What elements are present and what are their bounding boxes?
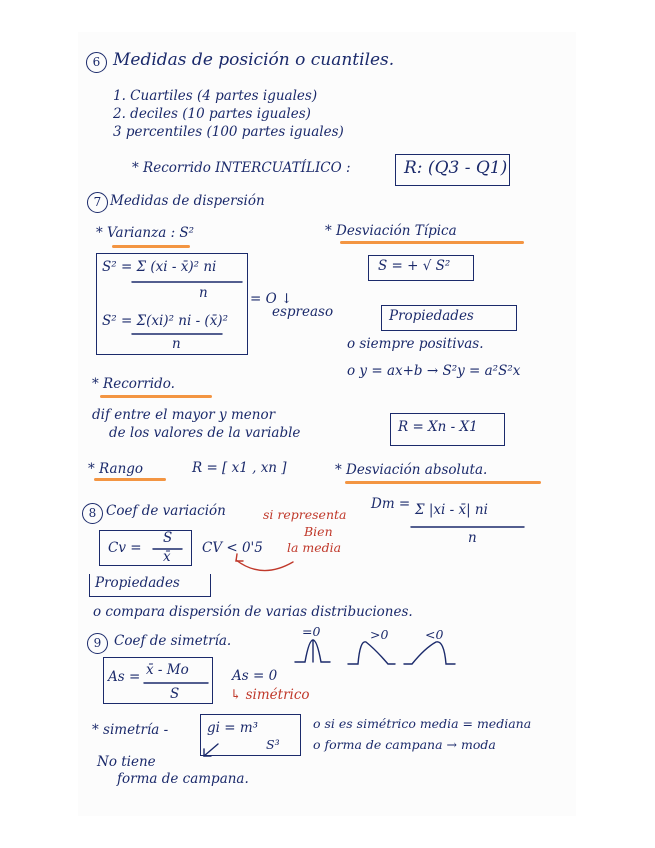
section-6-title: Medidas de posición o cuantiles. — [113, 50, 395, 70]
symmetry-heading: * simetría - — [92, 722, 169, 738]
cv-denominator: x̄ — [163, 549, 171, 565]
variance-formula-2: S² = Σ(xi)² ni - (x̄)² — [102, 313, 228, 329]
section-7-title: Medidas de dispersión — [110, 193, 265, 209]
variance-formula-1-denominator: n — [199, 285, 208, 301]
as-symmetric-note: ↳ simétrico — [230, 687, 310, 703]
range-formula: R = Xn - X1 — [398, 419, 478, 435]
as-formula: As = — [108, 669, 141, 685]
variance-or-label: = O ↓ — [250, 291, 293, 307]
no-bell-shape-1: No tiene — [97, 754, 156, 770]
quantile-item-1: 1. Cuartiles (4 partes iguales) — [113, 88, 318, 104]
interquartile-range-label: * Recorrido INTERCUATÍLICO : — [132, 160, 351, 176]
variance-formula-2-denominator: n — [172, 336, 181, 352]
rango-heading: * Rango — [88, 461, 144, 477]
variance-formula-1: S² = Σ (xi - x̄)² ni — [102, 259, 217, 275]
property-linear-transform: o y = ax+b → S²y = a²S²x — [347, 363, 521, 379]
section-number-7: 7 — [87, 192, 108, 213]
symmetric-label: =0 — [302, 624, 321, 639]
as-numerator: x̄ - Mo — [146, 662, 189, 678]
interquartile-formula: R: (Q3 - Q1) — [404, 158, 508, 178]
mean-deviation-label: Dm = — [371, 496, 411, 512]
rango-formula: R = [ x1 , xn ] — [192, 460, 287, 476]
property-always-positive: o siempre positivas. — [347, 336, 484, 352]
std-deviation-heading: * Desviación Típica — [325, 223, 457, 239]
no-bell-shape-2: forma de campana. — [117, 771, 249, 787]
negative-skew-label: <0 — [425, 627, 444, 642]
range-description-2: de los valores de la variable — [109, 425, 301, 441]
absolute-deviation-heading: * Desviación absoluta. — [335, 462, 488, 478]
positive-skew-label: >0 — [370, 627, 389, 642]
cv-formula: Cv = — [108, 540, 142, 556]
section-number-8: 8 — [82, 503, 103, 524]
cv-property-compare: o compara dispersión de varias distribuciones. — [93, 604, 413, 620]
cv-condition: CV < 0'5 — [202, 540, 263, 556]
quantile-item-2: 2. deciles (10 partes iguales) — [113, 106, 311, 122]
as-equals-zero: As = 0 — [232, 668, 278, 684]
mean-deviation-denominator: n — [468, 530, 477, 546]
quantile-item-3: 3 percentiles (100 partes iguales) — [113, 124, 344, 140]
range-description-1: dif entre el mayor y menor — [92, 407, 276, 423]
variance-expressed-label: espreaso — [272, 304, 334, 320]
symmetry-note-mean-median: o si es simétrico media = mediana — [313, 716, 532, 731]
cv-note-well: Bien — [304, 524, 333, 539]
cv-note-mean: la media — [287, 540, 342, 555]
cv-numerator: S — [163, 530, 173, 546]
range-heading: * Recorrido. — [92, 376, 175, 392]
section-number-6: 6 — [86, 52, 107, 73]
section-9-title: Coef de simetría. — [114, 633, 232, 649]
section-number-9: 9 — [87, 633, 108, 654]
symmetry-note-bell-mode: o forma de campana → moda — [313, 737, 496, 752]
cv-note-represents: si representa — [263, 507, 347, 522]
gi-denominator: S³ — [266, 737, 280, 752]
gi-formula: gi = m³ — [207, 720, 259, 736]
mean-deviation-numerator: Σ |xi - x̄| ni — [415, 502, 488, 518]
cv-properties-heading: Propiedades — [95, 575, 180, 591]
variance-heading: * Varianza : S² — [96, 225, 195, 241]
properties-heading: Propiedades — [389, 308, 474, 324]
section-8-title: Coef de variación — [106, 503, 226, 519]
std-deviation-formula: S = + √ S² — [378, 258, 451, 274]
as-denominator: S — [170, 686, 180, 702]
